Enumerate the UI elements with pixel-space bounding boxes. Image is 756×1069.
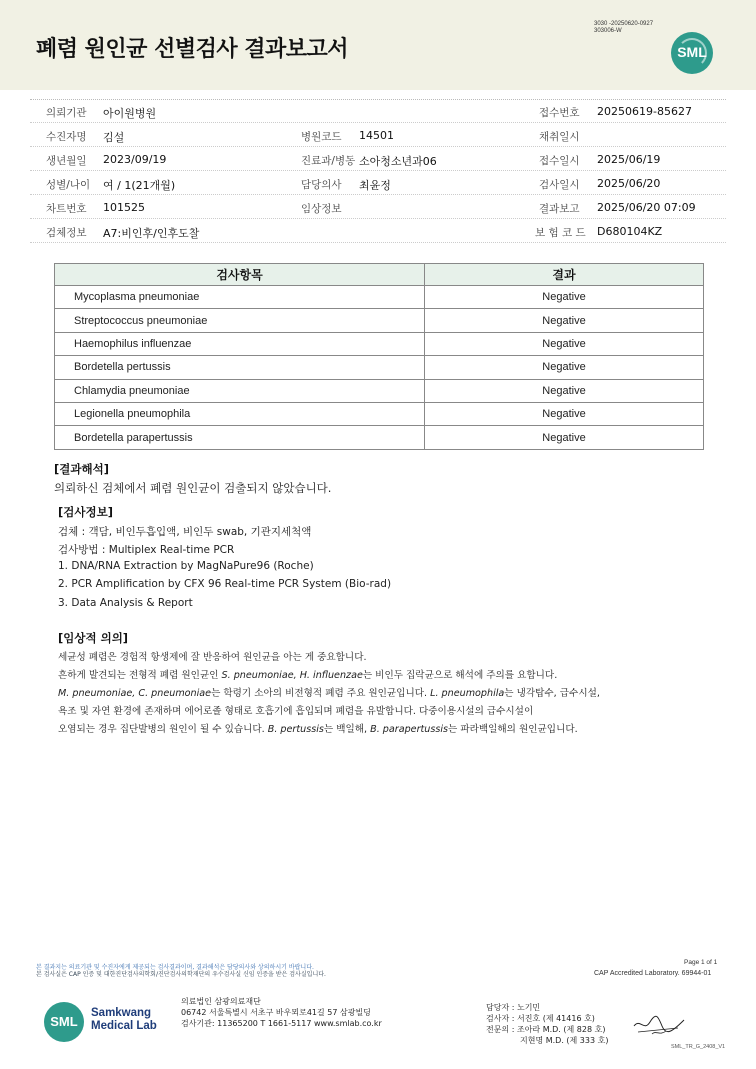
test-item: Haemophilus influenzae <box>55 332 425 355</box>
staff-line: 지현명 M.D. (제 333 호) <box>520 1036 609 1045</box>
clinical-line-1: 세균성 폐렴은 경험적 항생제에 잘 반응하여 원인균을 아는 게 중요합니다. <box>58 652 367 663</box>
label-receipt-date: 접수일시 <box>539 155 580 167</box>
clinical-title: [임상적 의의] <box>58 631 129 645</box>
label-sex-age: 성별/나이 <box>46 179 91 191</box>
organism-name: B. parapertussis <box>370 724 449 735</box>
staff-line: 검사자 : 서진호 (제 41416 호) <box>486 1014 595 1023</box>
test-info-line: 검체 : 객담, 비인두흡입액, 비인두 swab, 기관지세척액 <box>58 526 312 538</box>
footer-note-2: 본 검사실은 CAP 인증 및 대한진단검사의학회/진단검사의학재단의 우수검사실 신임 인증을 받은 검사실입니다. <box>36 971 326 978</box>
staff-list <box>486 1002 608 1046</box>
test-info-line: 1. DNA/RNA Extraction by MagNaPure96 (Roche) <box>58 560 314 572</box>
sml-logo <box>671 32 713 74</box>
staff-line: 전문의 : 조아라 M.D. (제 828 호) <box>486 1025 606 1034</box>
table-row <box>55 286 704 309</box>
clinical-text: 흔하게 발견되는 전형적 폐렴 원인균인 <box>58 670 222 681</box>
clinical-text: 오염되는 경우 집단발병의 원인이 될 수 있습니다. <box>58 724 268 735</box>
clinical-text: 는 냉각탑수, 급수시설, <box>504 688 600 699</box>
test-info-title: [검사정보] <box>58 505 113 519</box>
report-title: 폐렴 원인균 선별검사 결과보고서 <box>36 37 349 62</box>
test-result: Negative <box>425 379 704 402</box>
clinical-line-5 <box>58 721 578 735</box>
value-physician: 최윤정 <box>359 179 391 192</box>
address-line: 검사기관: 11365200 T 1661-5117 www.smlab.co.kr <box>181 1019 382 1028</box>
test-item: Bordetella parapertussis <box>55 426 425 449</box>
organism-name: M. pneumoniae, C. pneumoniae <box>58 688 212 699</box>
label-clinical-info: 임상정보 <box>301 203 342 215</box>
label-hospital-code: 병원코드 <box>301 131 342 143</box>
brand-name-line1: Samkwang <box>91 1007 152 1019</box>
report-code-line2: 303006-W <box>594 28 622 34</box>
label-physician: 담당의사 <box>301 179 342 191</box>
test-result: Negative <box>425 286 704 309</box>
label-insurance-code: 보 험 코 드 <box>535 227 586 239</box>
organism-name: L. pneumophila <box>430 688 505 699</box>
test-result: Negative <box>425 402 704 425</box>
table-row <box>55 309 704 332</box>
value-patient-name: 김설 <box>103 131 125 144</box>
test-result: Negative <box>425 426 704 449</box>
info-row <box>30 171 726 195</box>
value-receipt-date: 2025/06/19 <box>597 153 661 166</box>
clinical-text: 는 비인두 집락균으로 해석에 주의를 요합니다. <box>362 670 558 681</box>
table-row <box>55 426 704 449</box>
value-receipt-no: 20250619-85627 <box>597 105 692 118</box>
value-hospital-code: 14501 <box>359 129 394 142</box>
test-info-line: 검사방법 : Multiplex Real-time PCR <box>58 544 235 556</box>
value-department: 소아청소년과06 <box>359 155 437 168</box>
signature-image <box>632 1012 686 1038</box>
test-result: Negative <box>425 332 704 355</box>
clinical-text: 는 파라백일해의 원인균입니다. <box>448 724 578 735</box>
organism-name: S. pneumoniae, H. influenzae <box>221 670 363 681</box>
test-result: Negative <box>425 309 704 332</box>
info-row <box>30 147 726 171</box>
organism-name: B. pertussis <box>267 724 324 735</box>
clinical-line-2 <box>58 667 557 681</box>
label-department: 진료과/병동 <box>301 155 356 167</box>
interpretation-title: [결과해석] <box>54 462 109 476</box>
label-chart-no: 차트번호 <box>46 203 87 215</box>
report-code <box>594 21 653 35</box>
test-item: Mycoplasma pneumoniae <box>55 286 425 309</box>
test-result: Negative <box>425 356 704 379</box>
value-insurance-code: D680104KZ <box>597 225 663 238</box>
value-test-date: 2025/06/20 <box>597 177 661 190</box>
brand-logo <box>44 1002 84 1042</box>
value-report-date: 2025/06/20 07:09 <box>597 201 696 214</box>
address-line: 의료법인 삼광의료재단 <box>181 997 261 1006</box>
label-test-date: 검사일시 <box>539 179 580 191</box>
info-row <box>30 195 726 219</box>
result-table <box>54 263 704 450</box>
table-row <box>55 379 704 402</box>
footer-note-1: 본 결과지는 의료기관 및 수진자에게 제공되는 검사결과이며, 결과해석은 담당의사와 상의하시기 바랍니다. <box>36 964 314 971</box>
table-row <box>55 332 704 355</box>
value-sex-age: 여 / 1(21개월) <box>103 179 176 192</box>
label-specimen: 검체정보 <box>46 227 87 239</box>
clinical-text: 는 백일해, <box>323 724 371 735</box>
header-result: 결과 <box>425 264 704 286</box>
info-row <box>30 99 726 123</box>
label-birth-date: 생년월일 <box>46 155 87 167</box>
value-birth-date: 2023/09/19 <box>103 153 167 166</box>
test-item: Legionella pneumophila <box>55 402 425 425</box>
label-requester: 의뢰기관 <box>46 107 87 119</box>
page-number: Page 1 of 1 <box>684 959 718 966</box>
brand-name <box>91 1007 157 1033</box>
brand-name-line2: Medical Lab <box>91 1020 157 1032</box>
address-line: 06742 서울특별시 서초구 바우뫼로41길 57 삼광빌딩 <box>181 1008 371 1017</box>
info-row <box>30 219 726 243</box>
lab-address <box>181 996 382 1029</box>
test-item: Chlamydia pneumoniae <box>55 379 425 402</box>
test-item: Streptococcus pneumoniae <box>55 309 425 332</box>
sml-logo-text: SML <box>677 44 707 60</box>
cap-accreditation: CAP Accredited Laboratory. 69944-01 <box>594 970 712 977</box>
test-info-line: 2. PCR Amplification by CFX 96 Real-time PCR System (Bio-rad) <box>58 578 392 590</box>
test-info-line: 3. Data Analysis & Report <box>58 597 193 609</box>
table-row <box>55 356 704 379</box>
label-report-date: 결과보고 <box>539 203 580 215</box>
document-code: SML_TR_G_2408_V1 <box>671 1044 726 1050</box>
table-row <box>55 402 704 425</box>
header-test-item: 검사항목 <box>55 264 425 286</box>
label-patient-name: 수진자명 <box>46 131 87 143</box>
interpretation-text: 의뢰하신 검체에서 폐렴 원인균이 검출되지 않았습니다. <box>54 481 332 495</box>
clinical-line-4: 욕조 및 자연 환경에 존재하며 에어로졸 형태로 호흡기에 흡입되며 폐렴을 유발합니다. 다중이용시설의 급수시설이 <box>58 706 534 717</box>
test-item: Bordetella pertussis <box>55 356 425 379</box>
label-receipt-no: 접수번호 <box>539 107 580 119</box>
brand-logo-text: SML <box>50 1014 78 1029</box>
value-specimen: A7:비인후/인후도찰 <box>103 227 200 240</box>
clinical-line-3 <box>58 685 600 699</box>
clinical-text: 는 학령기 소아의 비전형적 폐렴 주요 원인균입니다. <box>211 688 431 699</box>
label-collection-date: 채취일시 <box>539 131 580 143</box>
result-table-header <box>55 264 704 286</box>
value-requester: 아이원병원 <box>103 107 157 120</box>
value-chart-no: 101525 <box>103 201 145 214</box>
report-code-line1: 3030 -20250620-0927 <box>594 21 654 27</box>
info-row <box>30 123 726 147</box>
staff-line: 담당자 : 노기민 <box>486 1003 541 1012</box>
